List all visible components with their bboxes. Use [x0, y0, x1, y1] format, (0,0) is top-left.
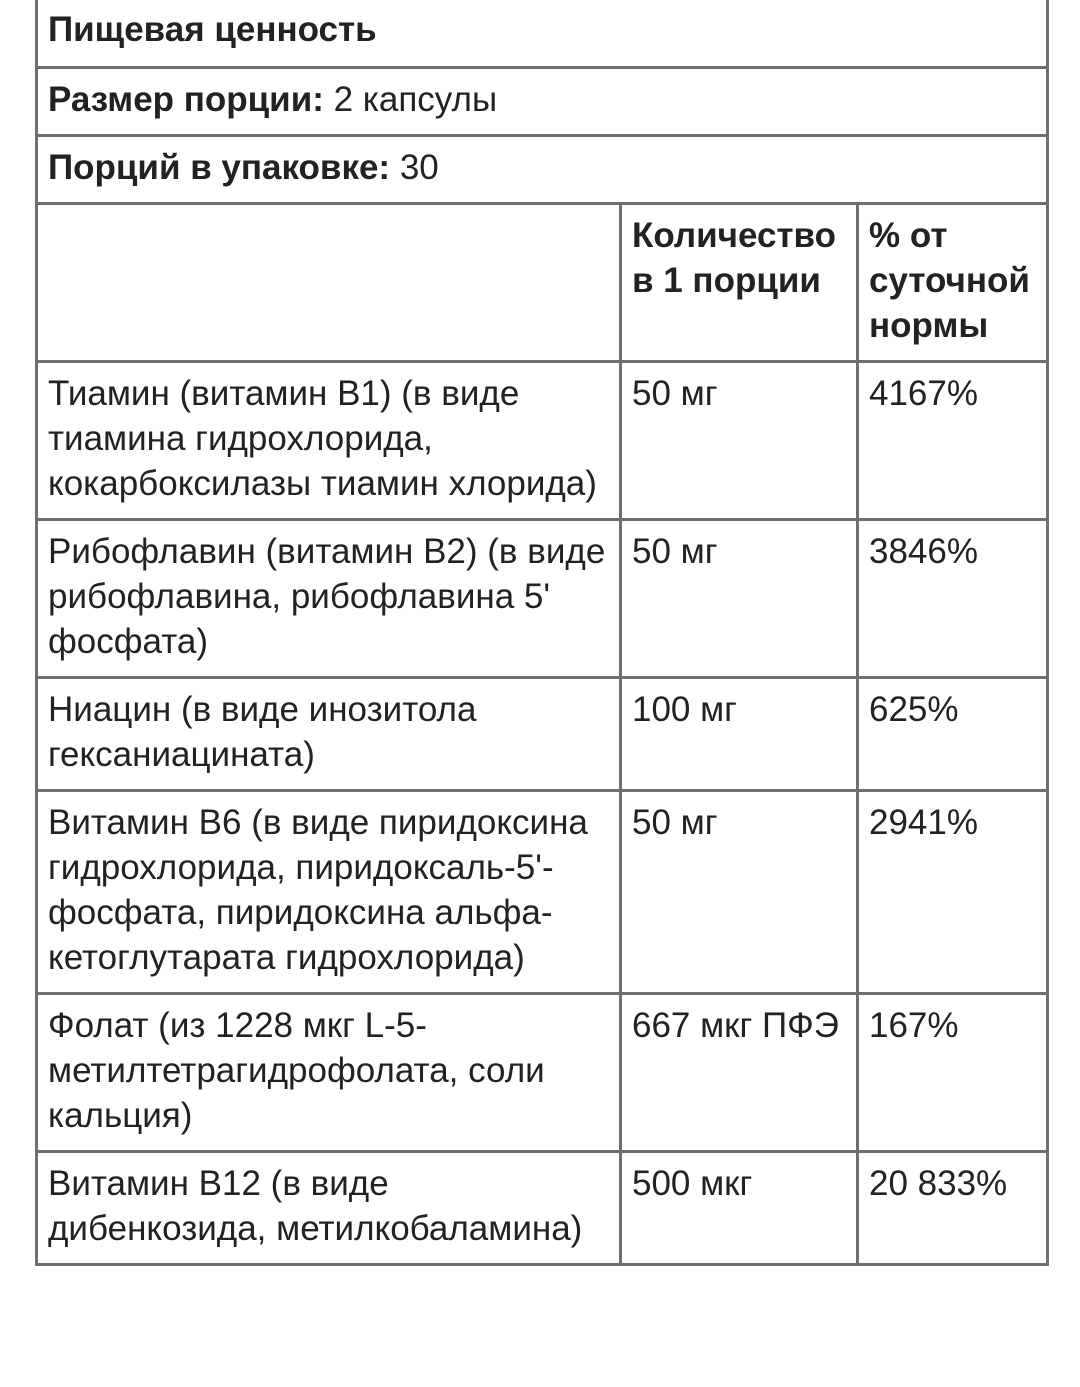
- ingredient-name: Тиамин (витамин B1) (в виде тиамина гидрохлорида, кокарбоксилазы тиамин хлорида): [37, 362, 621, 520]
- ingredient-daily-value: 167%: [858, 994, 1048, 1152]
- column-header-amount: Количество в 1 порции: [621, 204, 858, 362]
- serving-size-value: 2 капсулы: [323, 80, 498, 119]
- column-header-row: [37, 204, 1048, 362]
- ingredient-name: Ниацин (в виде инозитола гексаниацината): [37, 678, 621, 791]
- title-row: [37, 0, 1048, 68]
- ingredient-amount: 500 мкг: [621, 1152, 858, 1265]
- table-row: [37, 994, 1048, 1152]
- ingredient-amount: 50 мг: [621, 520, 858, 678]
- facts-title: Пищевая ценность: [37, 0, 1048, 68]
- ingredient-name: Рибофлавин (витамин B2) (в виде рибофлавина, рибофлавина 5' фосфата): [37, 520, 621, 678]
- supplement-facts-panel: [35, 0, 1046, 1266]
- serving-size-label: Размер порции:: [48, 80, 324, 119]
- table-row: [37, 678, 1048, 791]
- serving-size-row: [37, 68, 1048, 136]
- table-row: [37, 362, 1048, 520]
- ingredient-amount: 100 мг: [621, 678, 858, 791]
- ingredient-daily-value: 20 833%: [858, 1152, 1048, 1265]
- servings-per-container-value: 30: [390, 148, 439, 187]
- table-row: [37, 520, 1048, 678]
- table-row: [37, 791, 1048, 994]
- ingredient-daily-value: 2941%: [858, 791, 1048, 994]
- servings-per-container-row: [37, 136, 1048, 204]
- ingredient-amount: 667 мкг ПФЭ: [621, 994, 858, 1152]
- ingredient-daily-value: 625%: [858, 678, 1048, 791]
- supplement-facts-table: [35, 0, 1049, 1266]
- ingredient-name: Витамин B6 (в виде пиридоксина гидрохлорида, пиридоксаль-5'-фосфата, пиридоксина альфа-кетоглутарата гидрохлорида): [37, 791, 621, 994]
- serving-size: [37, 68, 1048, 136]
- table-row: [37, 1152, 1048, 1265]
- column-header-ingredient: [37, 204, 621, 362]
- ingredient-daily-value: 3846%: [858, 520, 1048, 678]
- ingredient-daily-value: 4167%: [858, 362, 1048, 520]
- servings-per-container-label: Порций в упаковке:: [48, 148, 391, 187]
- ingredient-name: Витамин B12 (в виде дибенкозида, метилкобаламина): [37, 1152, 621, 1265]
- column-header-daily-value: % от суточной нормы: [858, 204, 1048, 362]
- ingredient-amount: 50 мг: [621, 791, 858, 994]
- servings-per-container: [37, 136, 1048, 204]
- ingredient-name: Фолат (из 1228 мкг L-5-метилтетрагидрофолата, соли кальция): [37, 994, 621, 1152]
- ingredient-amount: 50 мг: [621, 362, 858, 520]
